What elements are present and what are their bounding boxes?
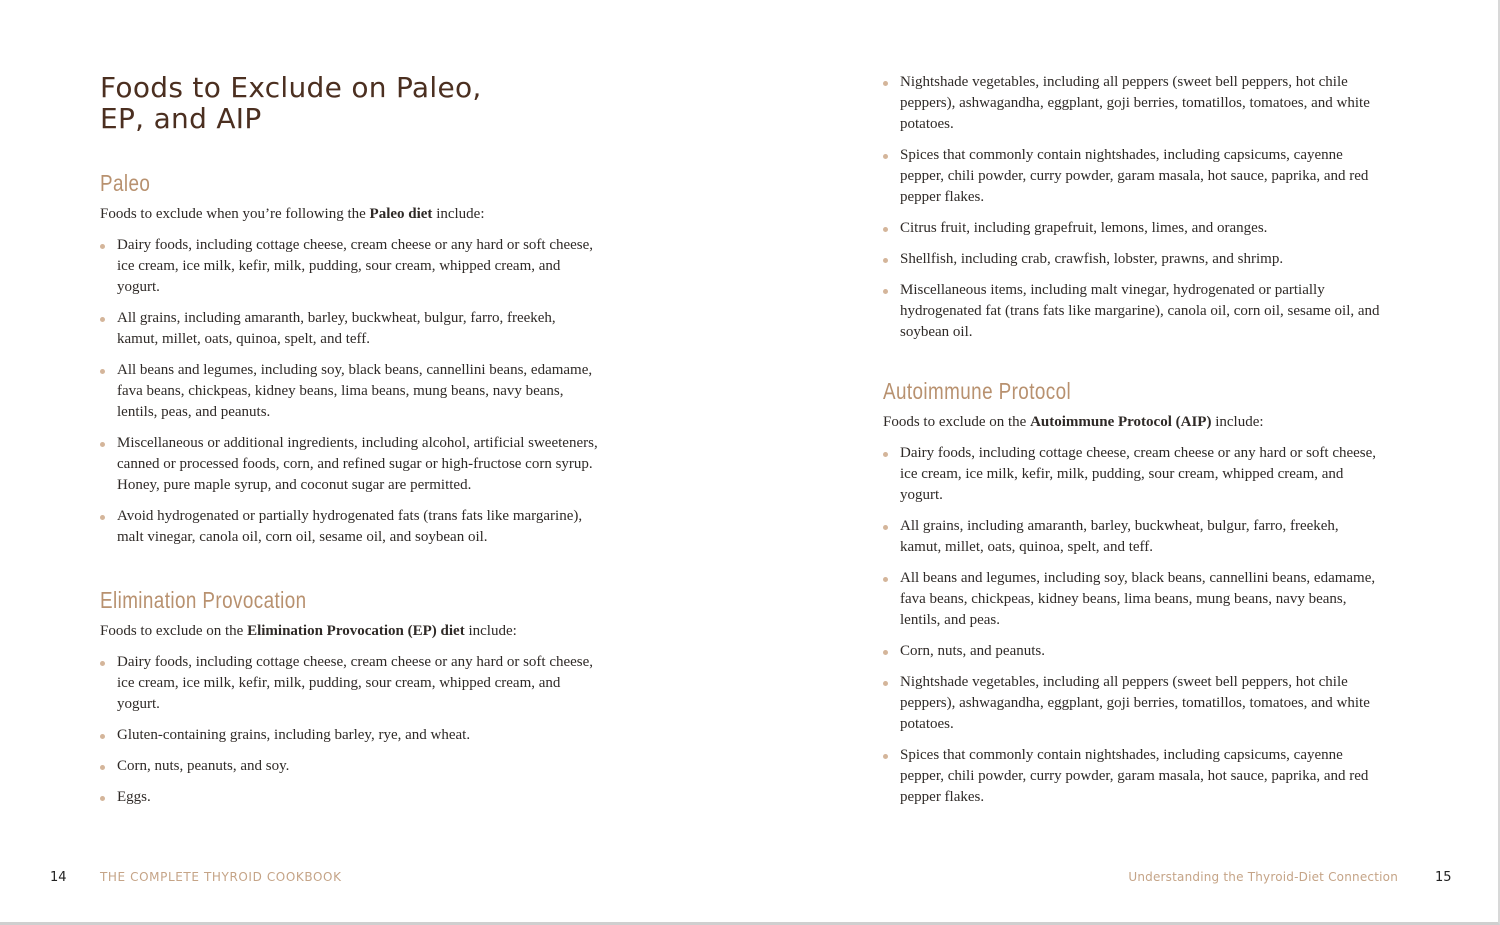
list-item-text: Dairy foods, including cottage cheese, cream cheese or any hard or soft cheese, ice cream, ice milk, kefir, milk, pudding, sour cream, whipped cream, and yogurt. [117, 654, 594, 712]
list-item [883, 672, 1383, 735]
list-item [883, 72, 1383, 135]
bullet-icon [100, 734, 105, 739]
intro-text: Foods to exclude on the [883, 414, 1031, 430]
list-item [883, 249, 1383, 270]
list-item-text: All beans and legumes, including soy, black beans, cannellini beans, edamame, fava beans, chickpeas, kidney beans, lima beans, mung beans, navy beans, lentils, and peas. [900, 570, 1376, 628]
bullet-icon [883, 452, 888, 457]
list-item-text: Nightshade vegetables, including all peppers (sweet bell peppers, hot chile peppers), ashwagandha, eggplant, goji berries, tomatillos, tomatoes, and white potatoes. [900, 74, 1370, 132]
ep-intro [100, 621, 600, 642]
list-item-text: Nightshade vegetables, including all peppers (sweet bell peppers, hot chile peppers), ashwagandha, eggplant, goji berries, tomatillos, tomatoes, and white potatoes. [900, 674, 1370, 732]
aip-section [883, 378, 1383, 818]
bullet-icon [883, 81, 888, 86]
intro-text: include: [464, 623, 517, 639]
running-head-right: Understanding the Thyroid-Diet Connection [1128, 870, 1398, 884]
bullet-icon [883, 650, 888, 655]
intro-bold: Autoimmune Protocol (AIP) [1030, 414, 1212, 430]
bullet-icon [883, 754, 888, 759]
bullet-icon [100, 369, 105, 374]
list-item-text: Eggs. [117, 789, 151, 805]
ep-heading: Elimination Provocation [100, 587, 307, 613]
intro-text: Foods to exclude when you’re following the [100, 206, 370, 222]
ep-list [100, 652, 600, 808]
list-item-text: Shellfish, including crab, crawfish, lobster, prawns, and shrimp. [900, 251, 1284, 267]
bullet-icon [883, 227, 888, 232]
bullet-icon [883, 289, 888, 294]
bullet-icon [883, 577, 888, 582]
ep-section [100, 587, 600, 818]
bullet-icon [100, 515, 105, 520]
list-item-text: Spices that commonly contain nightshades, including capsicums, cayenne pepper, chili powder, curry powder, garam masala, hot sauce, paprika, and red pepper flakes. [900, 747, 1369, 805]
paleo-section [100, 170, 600, 558]
running-head-left: THE COMPLETE THYROID COOKBOOK [100, 870, 342, 884]
bullet-icon [883, 154, 888, 159]
list-item [883, 443, 1383, 506]
list-item [883, 516, 1383, 558]
paleo-list [100, 235, 600, 548]
page-title [100, 72, 482, 134]
list-item-text: Miscellaneous items, including malt vinegar, hydrogenated or partially hydrogenated fat (trans fats like margarine), canola oil, corn oil, sesame oil, and soybean oil. [900, 282, 1380, 340]
list-item [100, 360, 600, 423]
page-number-right: 15 [1435, 870, 1452, 885]
bullet-icon [883, 525, 888, 530]
list-item-text: Miscellaneous or additional ingredients, including alcohol, artificial sweeteners, canned or processed foods, corn, and refined sugar or high-fructose corn syrup. Honey, pure maple syrup, and coconut sugar are permitted. [117, 435, 598, 493]
list-item-text: Citrus fruit, including grapefruit, lemons, limes, and oranges. [900, 220, 1268, 236]
continued-list [883, 72, 1383, 343]
aip-list [883, 443, 1383, 808]
list-item [100, 235, 600, 298]
list-item-text: Dairy foods, including cottage cheese, cream cheese or any hard or soft cheese, ice cream, ice milk, kefir, milk, pudding, sour cream, whipped cream, and yogurt. [900, 445, 1377, 503]
bullet-icon [883, 258, 888, 263]
list-item-text: Spices that commonly contain nightshades, including capsicums, cayenne pepper, chili powder, curry powder, garam masala, hot sauce, paprika, and red pepper flakes. [900, 147, 1369, 205]
continued-section [883, 72, 1383, 353]
list-item [100, 652, 600, 715]
aip-heading: Autoimmune Protocol [883, 378, 1072, 404]
list-item [100, 506, 600, 548]
list-item [100, 308, 600, 350]
bullet-icon [100, 765, 105, 770]
paleo-intro [100, 204, 600, 225]
list-item-text: Avoid hydrogenated or partially hydrogenated fats (trans fats like margarine), malt vinegar, canola oil, corn oil, sesame oil, and soybean oil. [117, 508, 583, 545]
page-number-left: 14 [50, 870, 67, 885]
list-item [883, 641, 1383, 662]
list-item [100, 787, 600, 808]
bullet-icon [100, 244, 105, 249]
list-item [100, 725, 600, 746]
list-item [883, 280, 1383, 343]
list-item [883, 218, 1383, 239]
bullet-icon [100, 317, 105, 322]
list-item [100, 756, 600, 777]
list-item [883, 145, 1383, 208]
intro-text: include: [432, 206, 485, 222]
list-item-text: All beans and legumes, including soy, black beans, cannellini beans, edamame, fava beans, chickpeas, kidney beans, lima beans, mung beans, navy beans, lentils, peas, and peanuts. [117, 362, 593, 420]
list-item [100, 433, 600, 496]
intro-text: include: [1211, 414, 1264, 430]
bullet-icon [100, 661, 105, 666]
list-item [883, 745, 1383, 808]
list-item-text: All grains, including amaranth, barley, buckwheat, bulgur, farro, freekeh, kamut, millet, oats, quinoa, spelt, and teff. [117, 310, 556, 347]
list-item-text: Corn, nuts, and peanuts. [900, 643, 1045, 659]
list-item-text: Corn, nuts, peanuts, and soy. [117, 758, 290, 774]
bullet-icon [883, 681, 888, 686]
list-item-text: Gluten-containing grains, including barley, rye, and wheat. [117, 727, 471, 743]
intro-bold: Paleo diet [369, 206, 433, 222]
title-line-2: EP, and AIP [100, 102, 262, 135]
list-item-text: Dairy foods, including cottage cheese, cream cheese or any hard or soft cheese, ice cream, ice milk, kefir, milk, pudding, sour cream, whipped cream, and yogurt. [117, 237, 594, 295]
intro-bold: Elimination Provocation (EP) diet [247, 623, 465, 639]
aip-intro [883, 412, 1383, 433]
list-item [883, 568, 1383, 631]
title-line-1: Foods to Exclude on Paleo, [100, 71, 482, 104]
bullet-icon [100, 796, 105, 801]
list-item-text: All grains, including amaranth, barley, buckwheat, bulgur, farro, freekeh, kamut, millet, oats, quinoa, spelt, and teff. [900, 518, 1339, 555]
intro-text: Foods to exclude on the [100, 623, 248, 639]
bullet-icon [100, 442, 105, 447]
paleo-heading: Paleo [100, 170, 151, 196]
